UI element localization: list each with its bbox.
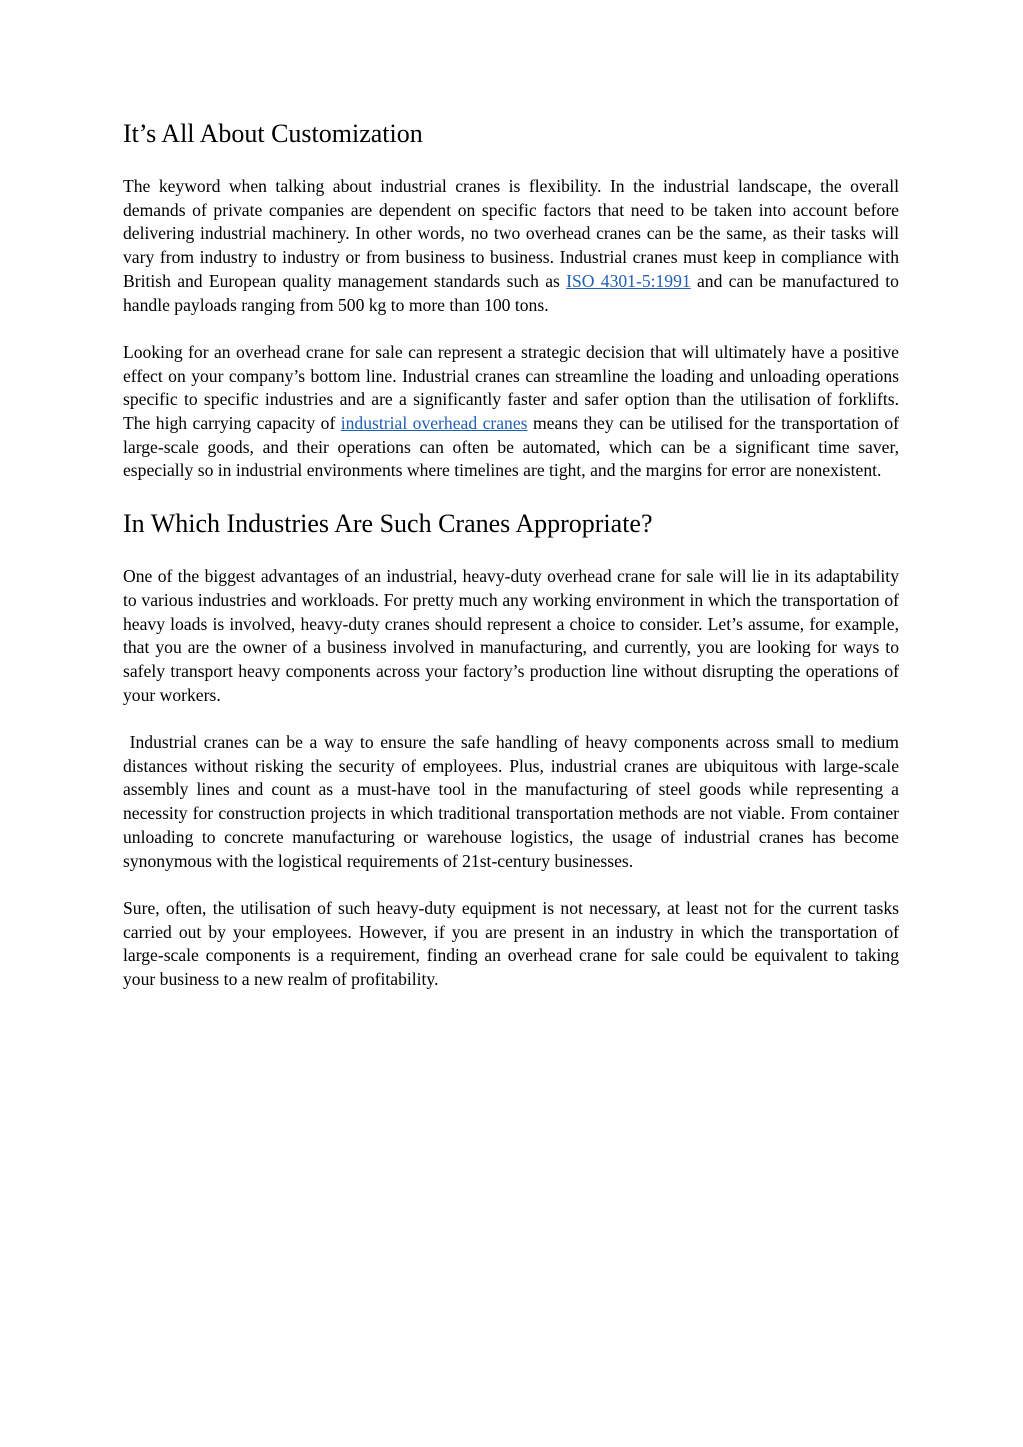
paragraph-profitability: Sure, often, the utilisation of such heavy-duty equipment is not necessary, at least not for the current tasks carried out by your employees. However, if you are present in an industry in which the transportation of large-scale components is a requirement, finding an overhead crane for sale could be equivalent to taking your business to a new realm of profitability. xyxy=(123,897,899,990)
paragraph-text: The keyword when talking about industrial cranes is flexibility. In the industrial landscape, the overall demands of private companies are dependent on specific factors that need to be taken into account before delivering industrial machinery. In other words, no two overhead cranes can be the same, as their tasks will vary from industry to industry or from business to business. Industrial cranes must keep in compliance with British and European quality management standards such as xyxy=(123,176,899,291)
iso-standard-link[interactable]: ISO 4301-5:1991 xyxy=(566,270,691,291)
paragraph-flexibility xyxy=(123,175,899,317)
paragraph-adaptability: One of the biggest advantages of an industrial, heavy-duty overhead crane for sale will lie in its adaptability to various industries and workloads. For pretty much any working environment in which the transportation of heavy loads is involved, heavy-duty cranes should represent a choice to consider. Let’s assume, for example, that you are the owner of a business involved in manufacturing, and currently, you are looking for ways to safely transport heavy components across your factory’s production line without disrupting the operations of your workers. xyxy=(123,566,899,705)
document-page xyxy=(123,118,899,1015)
section-heading-industries: In Which Industries Are Such Cranes Appropriate? xyxy=(123,509,653,539)
paragraph-text: Looking for an overhead crane for sale can represent a strategic decision that will ultimately have a positive effect on your company’s bottom line. Industrial cranes can streamline the loading and unloading operations specific to specific industries and are a significantly faster and safer option than the utilisation of forklifts. The high carrying capacity of xyxy=(123,341,899,434)
paragraph-text: and can be manufactured to handle payloads ranging from 500 kg to more than 100 tons. xyxy=(123,270,899,315)
paragraph-text: Industrial cranes can be a way to ensure the safe handling of heavy components across small to medium distances without risking the security of employees. Plus, industrial cranes are ubiquitous with large-scale assembly lines and count as a must-have tool in the manufacturing of steel goods while representing a necessity for construction projects in which traditional transportation methods are not viable. From container unloading to concrete manufacturing or warehouse logistics, the usage of industrial cranes has become synonymous with the logistical requirements of 21st-century businesses. xyxy=(123,732,899,871)
paragraph-safe-handling xyxy=(123,731,899,873)
section-heading-customization: It’s All About Customization xyxy=(123,119,423,148)
paragraph-text: means they can be utilised for the transportation of large-scale goods, and their operations can often be automated, which can be a significant time saver, especially so in industrial environments where timelines are tight, and the margins for error are nonexistent. xyxy=(123,413,899,481)
industrial-overhead-cranes-link[interactable]: industrial overhead cranes xyxy=(340,413,528,434)
paragraph-strategic-decision xyxy=(123,341,899,483)
